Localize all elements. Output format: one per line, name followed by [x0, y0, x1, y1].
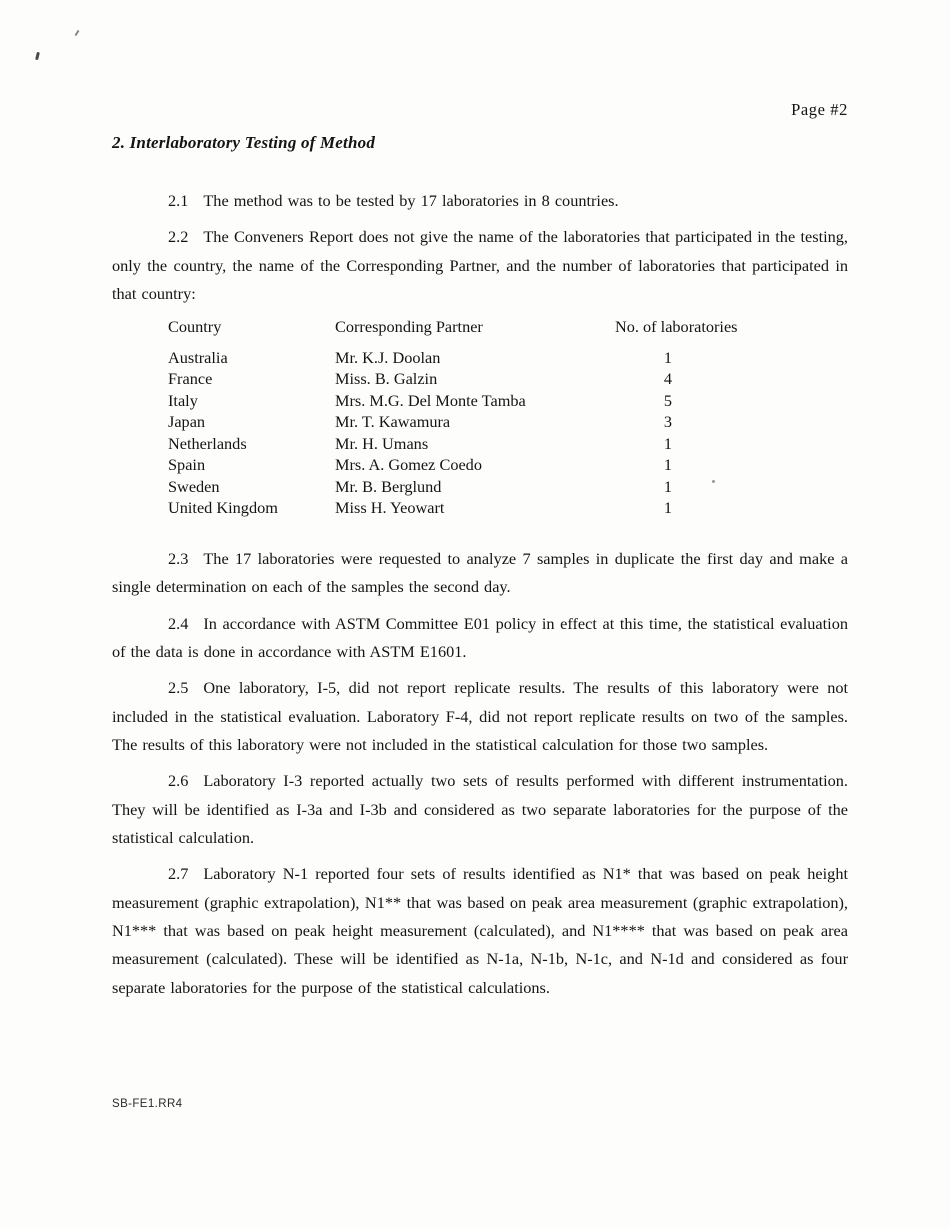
- paragraph-2-5: [112, 674, 848, 759]
- partner-cell: Miss. B. Galzin: [335, 369, 438, 389]
- table-row: [168, 476, 848, 498]
- paragraph-2-6: [112, 767, 848, 852]
- partner-cell: Miss H. Yeowart: [335, 498, 445, 518]
- partner-cell: Mrs. A. Gomez Coedo: [335, 455, 482, 475]
- footer-code: SB-FE1.RR4: [112, 1098, 183, 1110]
- paragraph-number: 2.3: [168, 548, 189, 568]
- partner-cell: Mr. H. Umans: [335, 433, 429, 453]
- partner-cell: Mr. K.J. Doolan: [335, 347, 441, 367]
- country-cell: United Kingdom: [168, 498, 278, 518]
- paragraph-number: 2.7: [168, 864, 189, 884]
- table-row: [168, 411, 848, 433]
- section-heading: 2. Interlaboratory Testing of Method: [112, 133, 376, 152]
- scan-artifact: [35, 52, 40, 60]
- paragraph-number: 2.1: [168, 191, 189, 210]
- paragraph-2-4: [112, 610, 848, 667]
- paragraph-2-3: [112, 545, 848, 602]
- paragraph-number: 2.4: [168, 613, 189, 633]
- country-cell: Australia: [168, 347, 228, 367]
- paragraph-number: 2.6: [168, 771, 189, 791]
- country-cell: Spain: [168, 455, 206, 475]
- labs-cell: 1: [663, 498, 673, 518]
- paragraph-2-1: [112, 187, 848, 215]
- table-row: [168, 347, 848, 369]
- table-row: [168, 433, 848, 455]
- paragraph-text: Laboratory I-3 reported actually two sets of results performed with different instrumentation. They will be identified as I-3a and I-3b and considered as two separate laboratories for the purpose of the statistical calculation.: [112, 771, 848, 847]
- country-cell: Italy: [168, 390, 198, 410]
- labs-cell: 5: [663, 390, 673, 410]
- paragraph-number: 2.2: [168, 227, 189, 247]
- column-header-labs: No. of laboratories: [615, 317, 738, 337]
- paragraph-text: The Conveners Report does not give the name of the laboratories that participated in the testing, only the country, the name of the Corresponding Partner, and the number of laboratories that participated in that country:: [112, 227, 848, 304]
- labs-cell: 4: [663, 369, 673, 389]
- table-row: [168, 497, 848, 519]
- partner-cell: Mrs. M.G. Del Monte Tamba: [335, 390, 526, 410]
- scan-artifact: [75, 30, 80, 36]
- laboratories-table: [168, 316, 848, 519]
- country-cell: France: [168, 369, 213, 389]
- country-cell: Japan: [168, 412, 206, 432]
- paragraph-text: The method was to be tested by 17 laboratories in 8 countries.: [203, 191, 619, 210]
- document-body: [112, 100, 848, 1010]
- paragraph-text: The 17 laboratories were requested to analyze 7 samples in duplicate the first day and make a single determination on each of the samples the second day.: [112, 548, 848, 597]
- column-header-partner: Corresponding Partner: [335, 317, 483, 337]
- paragraph-text: In accordance with ASTM Committee E01 policy in effect at this time, the statistical evaluation of the data is done in accordance with ASTM E1601.: [112, 613, 848, 661]
- paragraph-text: Laboratory N-1 reported four sets of results identified as N1* that was based on peak height measurement (graphic extrapolation), N1** that was based on peak area measurement (graphic extrapolation), N1*** that was based on peak height measurement (calculated), and N1**** that was based on peak area measurement (calculated). These will be identified as N-1a, N-1b, N-1c, and N-1d and considered as four separate laboratories for the purpose of the statistical calculations.: [112, 864, 848, 997]
- paragraph-2-7: [112, 860, 848, 1002]
- column-header-country: Country: [168, 317, 222, 337]
- labs-cell: 1: [663, 433, 673, 453]
- table-row: [168, 390, 848, 412]
- country-cell: Netherlands: [168, 433, 247, 453]
- country-cell: Sweden: [168, 476, 220, 496]
- paragraph-text: One laboratory, I-5, did not report replicate results. The results of this laboratory were not included in the statistical evaluation. Laboratory F-4, did not report replicate results on two of the samples. The results of this laboratory were not included in the statistical calculation for those two samples.: [112, 678, 848, 754]
- partner-cell: Mr. T. Kawamura: [335, 412, 451, 432]
- page-number: Page #2: [791, 100, 848, 119]
- paragraph-number: 2.5: [168, 678, 189, 698]
- paragraph-2-2: [112, 223, 848, 308]
- table-row: [168, 454, 848, 476]
- table-header-row: [168, 316, 848, 338]
- labs-cell: 1: [663, 476, 673, 496]
- table-row: [168, 368, 848, 390]
- labs-cell: 3: [663, 412, 673, 432]
- labs-cell: 1: [663, 347, 673, 367]
- labs-cell: 1: [663, 455, 673, 475]
- partner-cell: Mr. B. Berglund: [335, 476, 442, 496]
